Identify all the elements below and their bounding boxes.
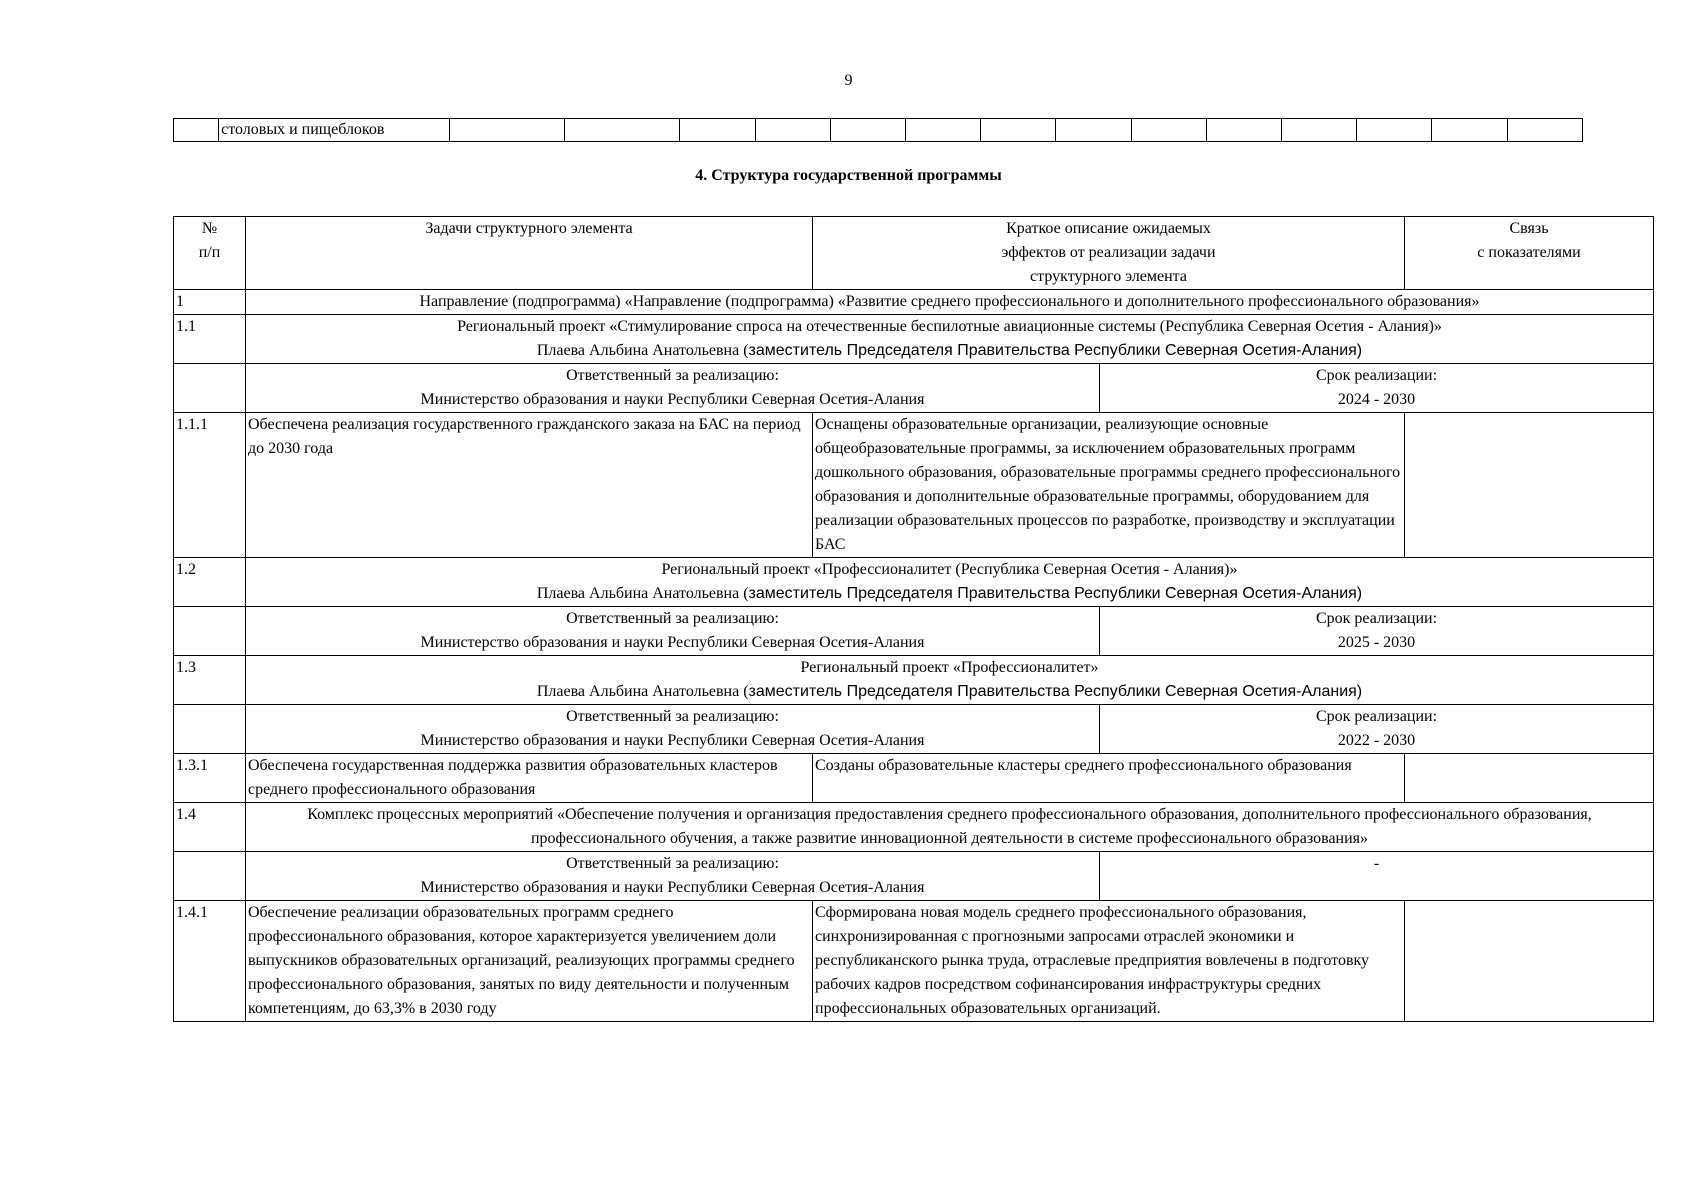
table-row [174, 901, 1654, 1022]
table-cell [981, 119, 1056, 142]
table-cell [755, 119, 830, 142]
page-number: 9 [844, 72, 853, 89]
table-cell [906, 119, 981, 142]
curator-role: заместитель Председателя Правительства Республики Северная Осетия-Алания) [748, 585, 1363, 602]
effect-cell: Оснащены образовательные организации, реализующие основные общеобразовательные программы, за исключением образовательных программ дошкольного образования, образовательные программы среднего профессионального образования и дополнительные образовательные программы, оборудованием для реализации образовательных процессов по разработке, производству и эксплуатации БАС [813, 413, 1405, 558]
header-num-line: п/п [198, 244, 221, 261]
link-cell [1405, 413, 1654, 558]
header-effects-line: Краткое описание ожидаемых [1006, 220, 1211, 237]
table-cell [830, 119, 905, 142]
table-row [174, 364, 1654, 413]
table-row [174, 705, 1654, 754]
responsible-value: Министерство образования и науки Республики Северная Осетия-Алания [420, 879, 925, 896]
project-curator [248, 680, 1651, 704]
term-cell [1100, 607, 1654, 656]
term-cell [1100, 364, 1654, 413]
term-cell [1100, 705, 1654, 754]
row-number: 1.4 [174, 803, 246, 852]
responsible-label: Ответственный за реализацию: [566, 855, 779, 872]
curator-name: Плаева Альбина Анатольевна ( [536, 683, 749, 700]
direction-title: Направление (подпрограмма) «Направление (подпрограмма) «Развитие среднего профессионального и дополнительного профессионального образования» [246, 290, 1654, 315]
table-row [174, 803, 1654, 852]
header-effects-line: структурного элемента [1030, 268, 1187, 285]
term-label: Срок реализации: [1315, 367, 1438, 384]
responsible-cell [246, 607, 1100, 656]
table-cell [565, 119, 680, 142]
table-row [174, 754, 1654, 803]
term-value: 2022 - 2030 [1337, 732, 1416, 749]
task-cell: Обеспечена реализация государственного гражданского заказа на БАС на период до 2030 года [246, 413, 813, 558]
project-name: Региональный проект «Профессионалитет (Республика Северная Осетия - Алания)» [661, 561, 1238, 578]
project-title [246, 315, 1654, 364]
row-number: 1.2 [174, 558, 246, 607]
responsible-cell [246, 852, 1100, 901]
project-curator [248, 582, 1651, 606]
project-title [246, 558, 1654, 607]
table-cell [680, 119, 755, 142]
curator-role: заместитель Председателя Правительства Республики Северная Осетия-Алания) [748, 683, 1363, 700]
table-row [174, 413, 1654, 558]
effect-cell: Сформирована новая модель среднего профессионального образования, синхронизированная с прогнозными запросами отраслей экономики и республиканского рынка труда, отраслевые предприятия вовлечены в подготовку рабочих кадров посредством софинансирования инфраструктуры средних профессиональных образовательных организаций. [813, 901, 1405, 1022]
link-cell [1405, 901, 1654, 1022]
term-label: Срок реализации: [1315, 708, 1438, 725]
table-row [174, 852, 1654, 901]
project-curator [248, 339, 1651, 363]
project-title [246, 656, 1654, 705]
header-link-line: Связь [1509, 220, 1549, 237]
curator-name: Плаева Альбина Анатольевна ( [536, 585, 749, 602]
responsible-cell [246, 705, 1100, 754]
row-number: 1.1 [174, 315, 246, 364]
table-row [174, 558, 1654, 607]
process-complex-title: Комплекс процессных мероприятий «Обеспечение получения и организация предоставления среднего профессионального образования, дополнительного профессионального образования, профессионального обучения, а также развитие инновационной деятельности в системе профессионального образования» [246, 803, 1654, 852]
row-number: 1.3.1 [174, 754, 246, 803]
responsible-cell [246, 364, 1100, 413]
table-row [174, 315, 1654, 364]
table-header-row [174, 217, 1654, 290]
term-label: Срок реализации: [1315, 610, 1438, 627]
table-row [174, 607, 1654, 656]
row-number: 1.1.1 [174, 413, 246, 558]
term-cell [1100, 852, 1654, 901]
table-cell [449, 119, 564, 142]
term-value: 2024 - 2030 [1337, 391, 1416, 408]
responsible-value: Министерство образования и науки Республики Северная Осетия-Алания [420, 732, 925, 749]
table-cell [1507, 119, 1582, 142]
structure-table [173, 216, 1654, 1022]
header-tasks: Задачи структурного элемента [246, 217, 813, 290]
curator-name: Плаева Альбина Анатольевна ( [536, 342, 749, 359]
section-title: 4. Структура государственной программы [695, 167, 1002, 184]
project-name: Региональный проект «Профессионалитет» [800, 659, 1099, 676]
table-cell [1282, 119, 1357, 142]
task-cell: Обеспечение реализации образовательных программ среднего профессионального образования, которое характеризуется увеличением доли выпускников образовательных организаций, реализующих программы среднего профессионального образования, занятых по виду деятельности и полученным компетенциям, до 63,3% в 2030 году [246, 901, 813, 1022]
header-num [174, 217, 246, 290]
header-num-line: № [201, 220, 218, 237]
row-number: 1.3 [174, 656, 246, 705]
responsible-label: Ответственный за реализацию: [566, 610, 779, 627]
continuation-label: столовых и пищеблоков [219, 119, 450, 142]
header-effects-line: эффектов от реализации задачи [1001, 244, 1216, 261]
table-cell [1432, 119, 1507, 142]
table-cell [174, 607, 246, 656]
effect-cell: Созданы образовательные кластеры среднего профессионального образования [813, 754, 1405, 803]
table-row [174, 656, 1654, 705]
responsible-label: Ответственный за реализацию: [566, 708, 779, 725]
header-effects [813, 217, 1405, 290]
table-cell [1131, 119, 1206, 142]
responsible-value: Министерство образования и науки Республики Северная Осетия-Алания [420, 391, 925, 408]
curator-role: заместитель Председателя Правительства Республики Северная Осетия-Алания) [748, 342, 1363, 359]
continuation-table [173, 118, 1583, 142]
row-number: 1.4.1 [174, 901, 246, 1022]
table-cell [1056, 119, 1131, 142]
table-cell [1357, 119, 1432, 142]
project-name: Региональный проект «Стимулирование спроса на отечественные беспилотные авиационные системы (Республика Северная Осетия - Алания)» [457, 318, 1442, 335]
term-value: - [1373, 855, 1380, 872]
table-cell [174, 364, 246, 413]
row-number: 1 [174, 290, 246, 315]
responsible-value: Министерство образования и науки Республики Северная Осетия-Алания [420, 634, 925, 651]
table-cell [1206, 119, 1281, 142]
table-row [174, 290, 1654, 315]
header-link-line: с показателями [1477, 244, 1581, 261]
continuation-first-cell [174, 119, 219, 142]
table-cell [174, 705, 246, 754]
table-cell [174, 852, 246, 901]
header-link [1405, 217, 1654, 290]
continuation-row [174, 119, 1583, 142]
responsible-label: Ответственный за реализацию: [566, 367, 779, 384]
term-value: 2025 - 2030 [1337, 634, 1416, 651]
task-cell: Обеспечена государственная поддержка развития образовательных кластеров среднего профессионального образования [246, 754, 813, 803]
link-cell [1405, 754, 1654, 803]
